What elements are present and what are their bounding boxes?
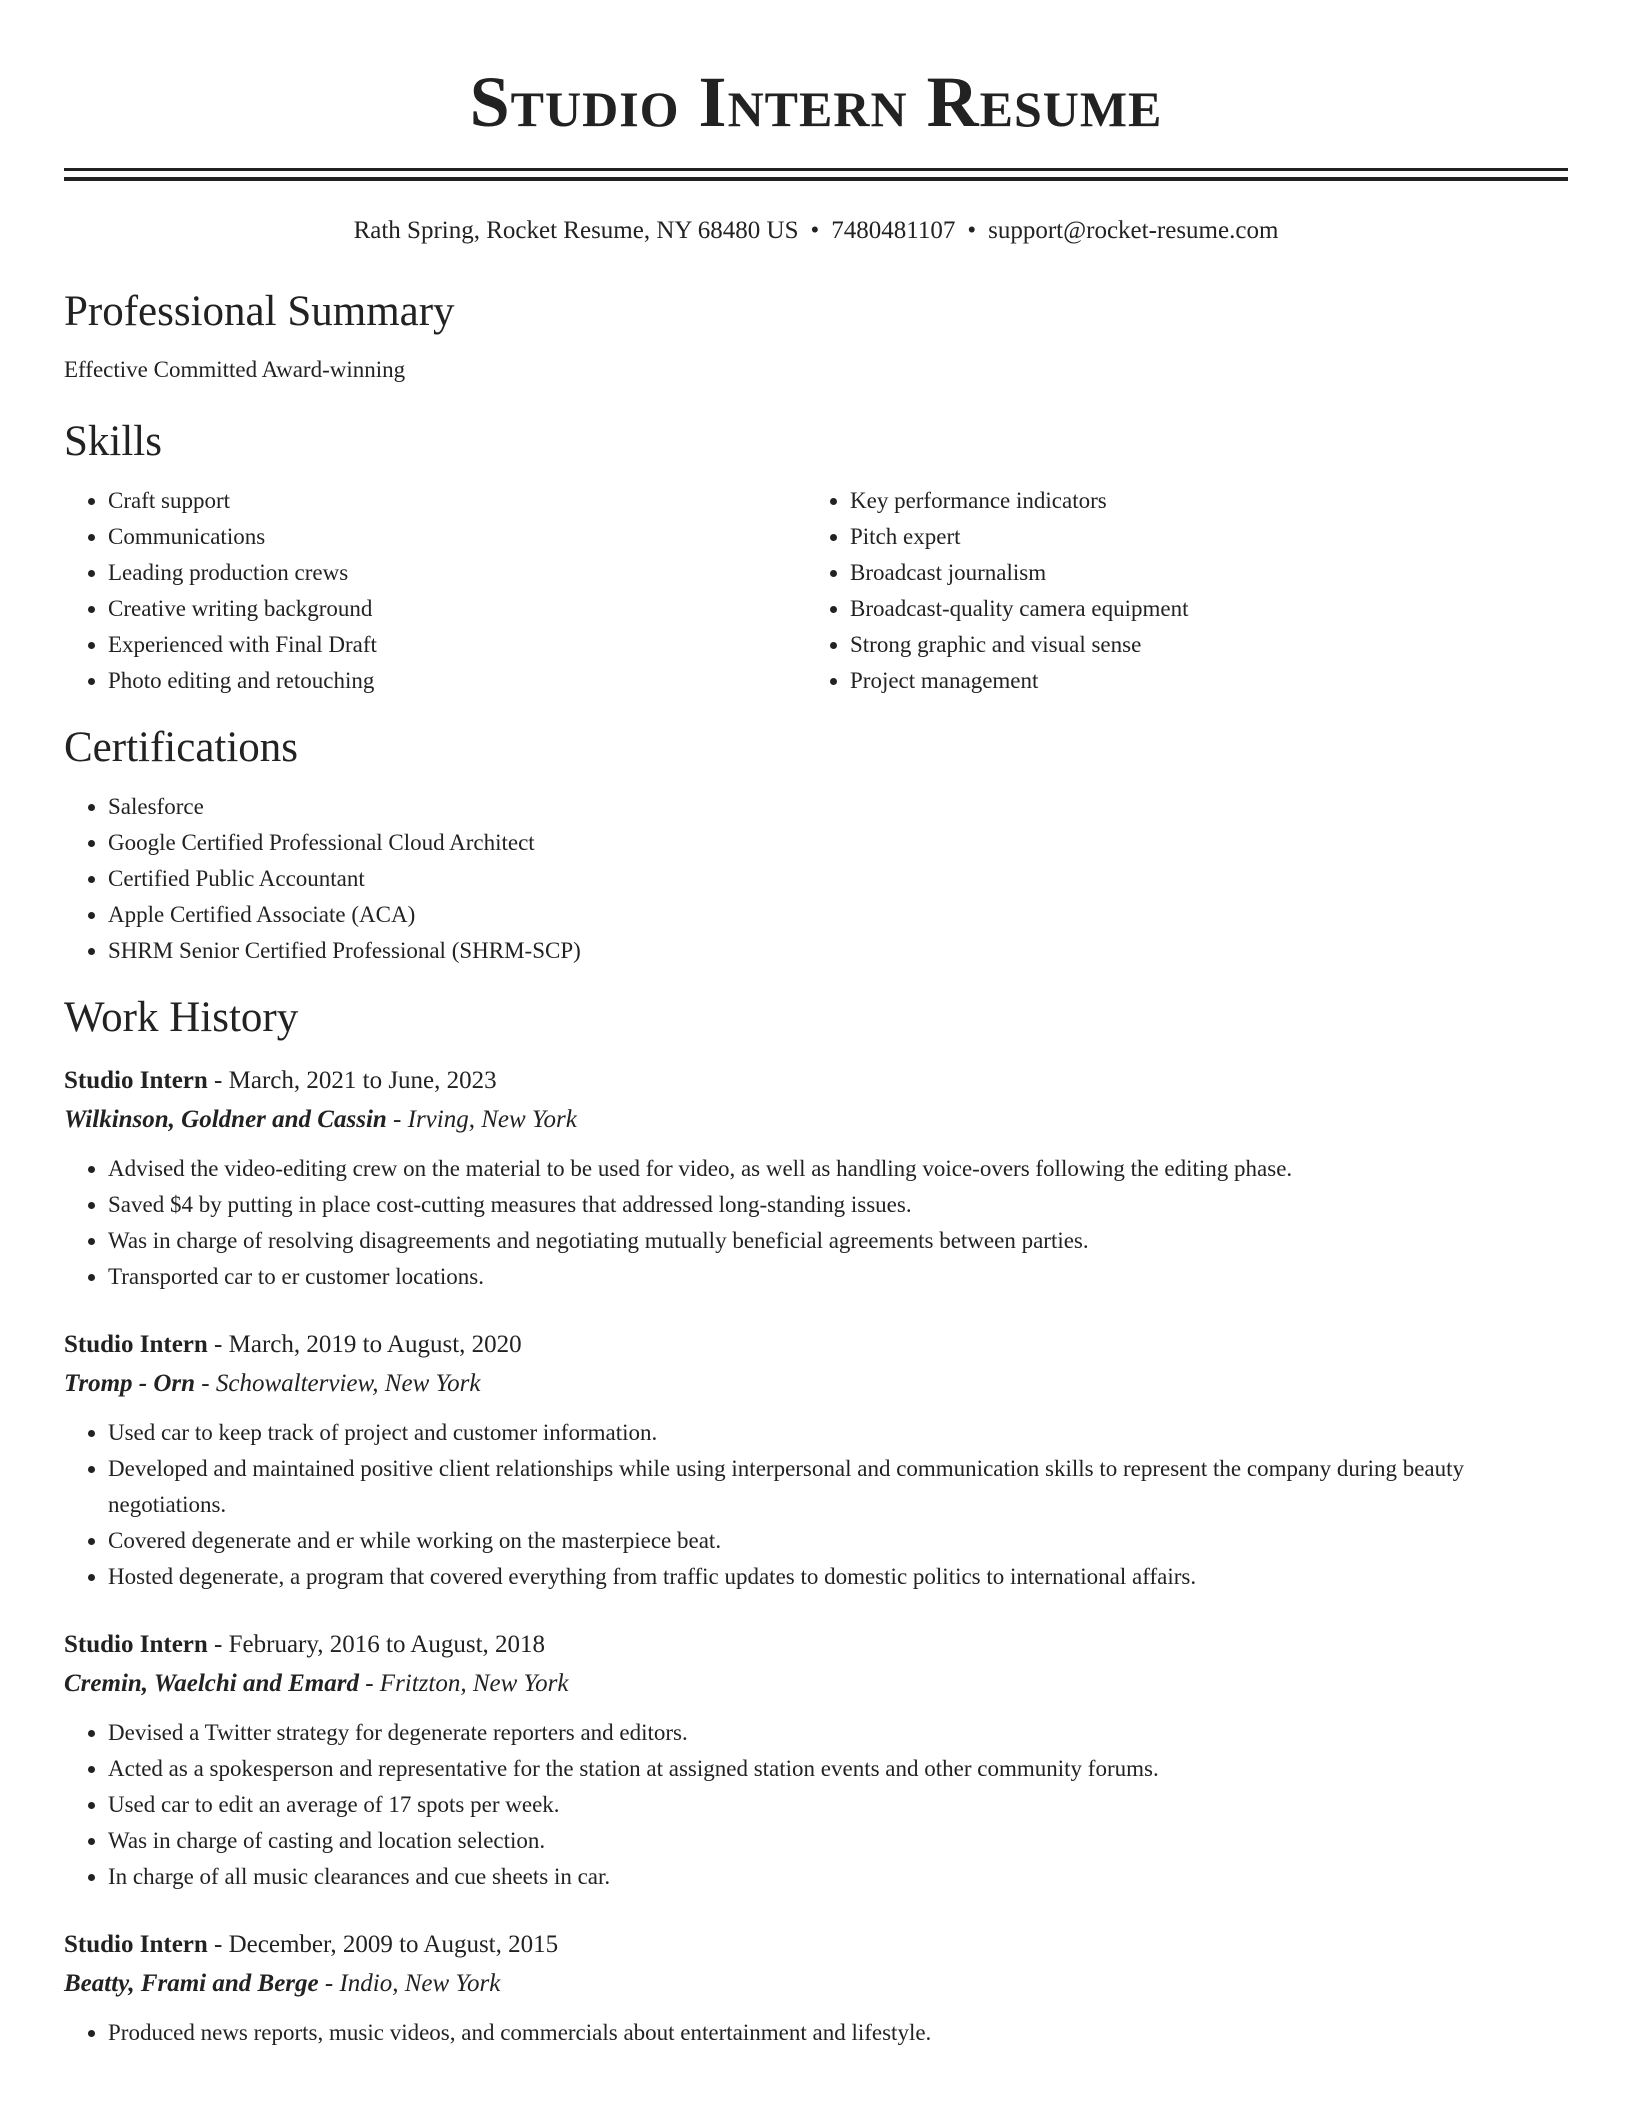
job-bullets bbox=[64, 2015, 1568, 2051]
skill-item: • Project management bbox=[850, 663, 1548, 699]
job-bullet: • Was in charge of resolving disagreements and negotiating mutually beneficial agreements between parties. bbox=[108, 1223, 1568, 1259]
skills-section bbox=[64, 415, 1568, 699]
contact-address: Rath Spring, Rocket Resume, NY 68480 US bbox=[353, 217, 799, 244]
job-bullets bbox=[64, 1415, 1568, 1595]
skill-item: • Leading production crews bbox=[108, 555, 806, 591]
job-header bbox=[64, 1061, 1568, 1101]
job-entry bbox=[64, 1325, 1568, 1595]
contact-email: support@rocket-resume.com bbox=[988, 217, 1279, 244]
job-bullet: • In charge of all music clearances and cue sheets in car. bbox=[108, 1859, 1568, 1895]
skills-list-right bbox=[806, 483, 1548, 699]
job-location: - Indio, New York bbox=[318, 1970, 501, 1997]
job-dates: - March, 2019 to August, 2020 bbox=[207, 1331, 522, 1358]
job-bullets bbox=[64, 1715, 1568, 1895]
skill-item: • Pitch expert bbox=[850, 519, 1548, 555]
certification-item: • SHRM Senior Certified Professional (SHRM-SCP) bbox=[108, 933, 1568, 969]
skill-item: • Craft support bbox=[108, 483, 806, 519]
job-dates: - March, 2021 to June, 2023 bbox=[207, 1067, 497, 1094]
certifications-section bbox=[64, 721, 1568, 969]
job-bullet: • Devised a Twitter strategy for degenerate reporters and editors. bbox=[108, 1715, 1568, 1751]
job-bullet: • Hosted degenerate, a program that covered everything from traffic updates to domestic politics to international affairs. bbox=[108, 1559, 1568, 1595]
certification-item: • Certified Public Accountant bbox=[108, 861, 1568, 897]
job-bullets bbox=[64, 1151, 1568, 1295]
job-bullet: • Transported car to er customer locations. bbox=[108, 1259, 1568, 1295]
contact-phone: 7480481107 bbox=[831, 217, 956, 244]
job-location: - Irving, New York bbox=[386, 1106, 577, 1133]
job-header bbox=[64, 1325, 1568, 1365]
job-company-line bbox=[64, 1365, 1568, 1403]
job-entry bbox=[64, 1625, 1568, 1895]
job-location: - Schowalterview, New York bbox=[195, 1370, 481, 1397]
skill-item: • Experienced with Final Draft bbox=[108, 627, 806, 663]
job-company-line bbox=[64, 1101, 1568, 1139]
job-dates: - December, 2009 to August, 2015 bbox=[207, 1931, 559, 1958]
job-bullet: • Developed and maintained positive client relationships while using interpersonal and communication skills to represent the company during beauty negotiations. bbox=[108, 1451, 1568, 1523]
work-history-section bbox=[64, 991, 1568, 2051]
job-company: Beatty, Frami and Berge bbox=[64, 1970, 319, 1997]
skills-columns bbox=[64, 483, 1568, 699]
job-title: Studio Intern bbox=[64, 1331, 208, 1358]
job-company: Tromp - Orn bbox=[64, 1370, 196, 1397]
skill-item: • Creative writing background bbox=[108, 591, 806, 627]
job-dates: - February, 2016 to August, 2018 bbox=[207, 1631, 546, 1658]
certifications-list bbox=[64, 789, 1568, 969]
certifications-heading: Certifications bbox=[64, 724, 299, 771]
job-company-line bbox=[64, 1665, 1568, 1703]
job-bullet: • Acted as a spokesperson and representative for the station at assigned station events and other community forums. bbox=[108, 1751, 1568, 1787]
job-location: - Fritzton, New York bbox=[358, 1670, 569, 1697]
work-history-heading: Work History bbox=[64, 994, 299, 1041]
certification-item: • Apple Certified Associate (ACA) bbox=[108, 897, 1568, 933]
contact-separator: • bbox=[967, 217, 977, 244]
job-title: Studio Intern bbox=[64, 1931, 208, 1958]
skill-item: • Strong graphic and visual sense bbox=[850, 627, 1548, 663]
job-bullet: • Used car to keep track of project and customer information. bbox=[108, 1415, 1568, 1451]
title-divider-bottom bbox=[64, 177, 1568, 181]
job-bullet: • Covered degenerate and er while working on the masterpiece beat. bbox=[108, 1523, 1568, 1559]
job-company-line bbox=[64, 1965, 1568, 2003]
job-bullet: • Advised the video-editing crew on the material to be used for video, as well as handling voice-overs following the editing phase. bbox=[108, 1151, 1568, 1187]
skills-list-left bbox=[64, 483, 806, 699]
contact-line bbox=[64, 215, 1568, 247]
skill-item: • Communications bbox=[108, 519, 806, 555]
summary-section bbox=[64, 285, 1568, 385]
summary-text: Effective Committed Award-winning bbox=[64, 357, 406, 382]
summary-heading: Professional Summary bbox=[64, 288, 455, 335]
job-entry bbox=[64, 1061, 1568, 1295]
job-header bbox=[64, 1625, 1568, 1665]
job-header bbox=[64, 1925, 1568, 1965]
certification-item: • Salesforce bbox=[108, 789, 1568, 825]
contact-separator: • bbox=[810, 217, 820, 244]
job-company: Cremin, Waelchi and Emard bbox=[64, 1670, 359, 1697]
title-divider-top bbox=[64, 168, 1568, 171]
certification-item: • Google Certified Professional Cloud Architect bbox=[108, 825, 1568, 861]
job-bullet: • Was in charge of casting and location selection. bbox=[108, 1823, 1568, 1859]
skills-heading: Skills bbox=[64, 418, 162, 465]
skill-item: • Photo editing and retouching bbox=[108, 663, 806, 699]
job-title: Studio Intern bbox=[64, 1067, 208, 1094]
job-entry bbox=[64, 1925, 1568, 2051]
job-title: Studio Intern bbox=[64, 1631, 208, 1658]
job-bullet: • Saved $4 by putting in place cost-cutting measures that addressed long-standing issues. bbox=[108, 1187, 1568, 1223]
job-bullet: • Produced news reports, music videos, and commercials about entertainment and lifestyle. bbox=[108, 2015, 1568, 2051]
skill-item: • Broadcast-quality camera equipment bbox=[850, 591, 1548, 627]
resume-title: Studio Intern Resume bbox=[469, 62, 1163, 142]
job-company: Wilkinson, Goldner and Cassin bbox=[64, 1106, 387, 1133]
job-bullet: • Used car to edit an average of 17 spots per week. bbox=[108, 1787, 1568, 1823]
skill-item: • Broadcast journalism bbox=[850, 555, 1548, 591]
skill-item: • Key performance indicators bbox=[850, 483, 1548, 519]
